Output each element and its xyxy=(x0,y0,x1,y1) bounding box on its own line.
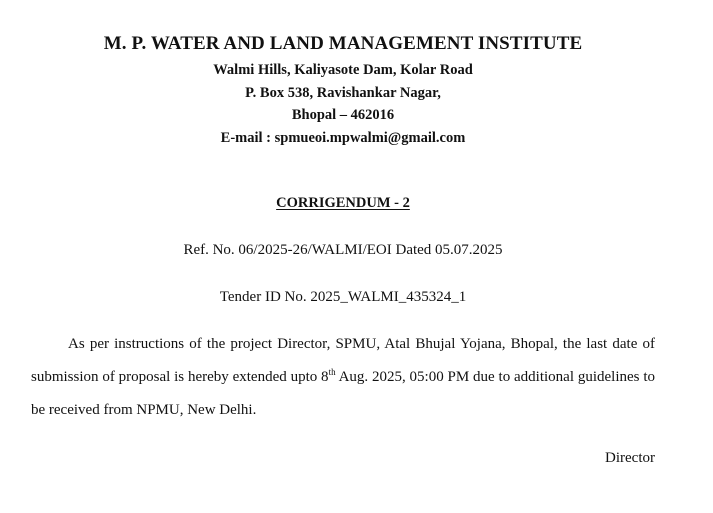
body-paragraph-line-2 xyxy=(31,367,655,385)
ordinal-suffix: th xyxy=(328,367,336,377)
email-line: E-mail : spmueoi.mpwalmi@gmail.com xyxy=(220,130,466,146)
body-line-2-text: submission of proposal is hereby extended upto 8 xyxy=(31,369,329,385)
body-paragraph-line-1: As per instructions of the project Director, SPMU, Atal Bhujal Yojana, Bhopal, the last date of xyxy=(68,336,655,352)
body-paragraph-line-3: be received from NPMU, New Delhi. xyxy=(31,402,257,418)
body-line-2-rest: Aug. 2025, 05:00 PM due to additional guidelines to xyxy=(335,369,655,385)
corrigendum-title xyxy=(0,196,686,211)
signature-designation: Director xyxy=(605,450,655,466)
address-line-1: Walmi Hills, Kaliyasote Dam, Kolar Road xyxy=(213,62,473,78)
institute-name: M. P. WATER AND LAND MANAGEMENT INSTITUTE xyxy=(103,33,583,54)
reference-number: Ref. No. 06/2025-26/WALMI/EOI Dated 05.07.2025 xyxy=(183,242,503,258)
tender-id: Tender ID No. 2025_WALMI_435324_1 xyxy=(219,289,467,305)
address-line-2: P. Box 538, Ravishankar Nagar, xyxy=(245,85,441,101)
address-line-3: Bhopal – 462016 xyxy=(291,107,395,123)
corrigendum-title-text: CORRIGENDUM - 2 xyxy=(276,195,410,211)
